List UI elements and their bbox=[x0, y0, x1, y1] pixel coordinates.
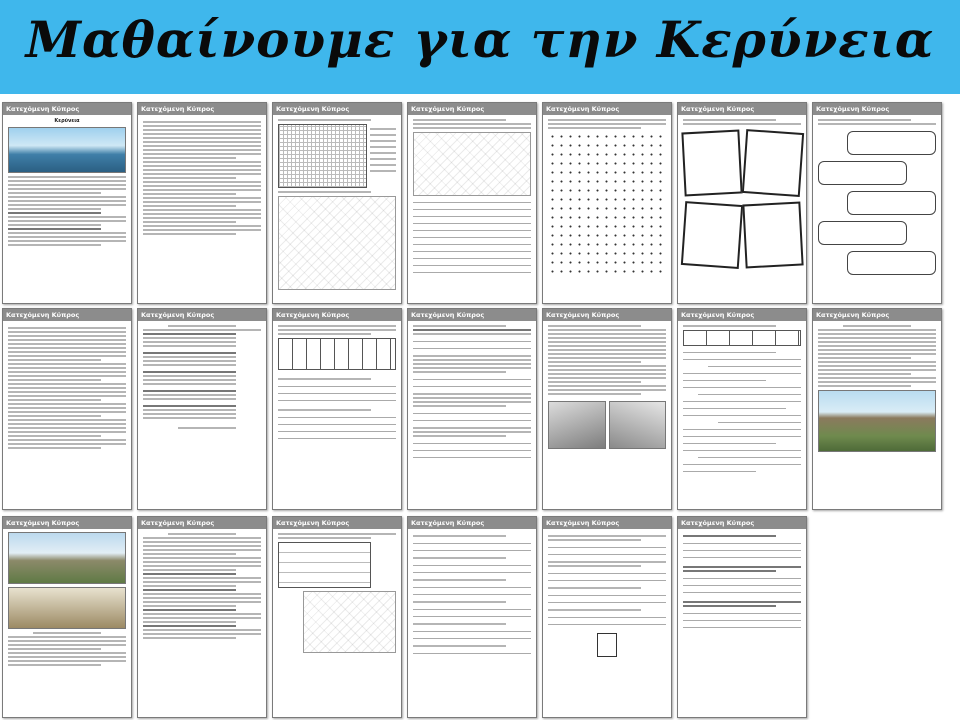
worksheet-page-12[interactable] bbox=[542, 308, 672, 510]
worksheet-header: Κατεχόμενη Κύπρος bbox=[543, 309, 671, 321]
worksheet-header: Κατεχόμενη Κύπρος bbox=[678, 309, 806, 321]
worksheet-page-10[interactable] bbox=[272, 308, 402, 510]
harbour-drawing bbox=[413, 132, 531, 196]
picture-frame bbox=[741, 129, 803, 197]
worksheet-header: Κατεχόμενη Κύπρος bbox=[408, 517, 536, 529]
harbour-photo bbox=[8, 127, 126, 173]
worksheet-page-9[interactable] bbox=[137, 308, 267, 510]
picture-frame bbox=[742, 202, 803, 269]
abbey-photo bbox=[8, 532, 126, 584]
title-banner bbox=[0, 0, 960, 94]
answer-bubble bbox=[847, 131, 936, 155]
worksheet-page-4[interactable] bbox=[407, 102, 537, 304]
worksheet-page-19[interactable] bbox=[542, 516, 672, 718]
word-search-grid bbox=[278, 124, 367, 188]
worksheet-page-3[interactable] bbox=[272, 102, 402, 304]
worksheet-header: Κατεχόμενη Κύπρος bbox=[408, 309, 536, 321]
worksheet-page-7[interactable] bbox=[812, 102, 942, 304]
picture-frame bbox=[681, 201, 743, 269]
worksheet-page-14[interactable] bbox=[812, 308, 942, 510]
worksheet-page-16[interactable] bbox=[137, 516, 267, 718]
worksheet-header: Κατεχόμενη Κύπρος bbox=[138, 517, 266, 529]
worksheet-page-5[interactable] bbox=[542, 102, 672, 304]
worksheet-page-2[interactable] bbox=[137, 102, 267, 304]
worksheet-page-15[interactable] bbox=[2, 516, 132, 718]
worksheet-page-18[interactable] bbox=[407, 516, 537, 718]
worksheet-header: Κατεχόμενη Κύπρος bbox=[3, 103, 131, 115]
castle-drawing bbox=[278, 196, 396, 290]
answer-bubble bbox=[847, 191, 936, 215]
worksheet-header: Κατεχόμενη Κύπρος bbox=[813, 103, 941, 115]
worksheet-header: Κατεχόμενη Κύπρος bbox=[138, 103, 266, 115]
word-bank-table bbox=[683, 330, 801, 346]
worksheet-header: Κατεχόμενη Κύπρος bbox=[273, 103, 401, 115]
worksheet-header: Κατεχόμενη Κύπρος bbox=[138, 309, 266, 321]
worksheet-header: Κατεχόμενη Κύπρος bbox=[813, 309, 941, 321]
answer-bubble bbox=[847, 251, 936, 275]
worksheet-header: Κατεχόμενη Κύπρος bbox=[3, 517, 131, 529]
dot-to-dot-puzzle bbox=[548, 132, 666, 277]
worksheet-page-11[interactable] bbox=[407, 308, 537, 510]
worksheet-header: Κατεχόμενη Κύπρος bbox=[408, 103, 536, 115]
worksheet-page-1[interactable] bbox=[2, 102, 132, 304]
worksheet-page-20[interactable] bbox=[677, 516, 807, 718]
worksheet-header: Κατεχόμενη Κύπρος bbox=[543, 103, 671, 115]
cross-icon bbox=[597, 633, 617, 657]
worksheet-header: Κατεχόμενη Κύπρος bbox=[678, 517, 806, 529]
worksheet-header: Κατεχόμενη Κύπρος bbox=[273, 517, 401, 529]
answer-bubble bbox=[818, 161, 907, 185]
cyclamen-drawing bbox=[303, 591, 396, 653]
worksheet-page-13[interactable] bbox=[677, 308, 807, 510]
ruins-photo bbox=[8, 587, 126, 629]
worksheet-page-8[interactable] bbox=[2, 308, 132, 510]
answer-table bbox=[278, 338, 396, 370]
worksheet-header: Κατεχόμενη Κύπρος bbox=[273, 309, 401, 321]
historic-photo bbox=[609, 401, 667, 449]
worksheet-header: Κατεχόμενη Κύπρος bbox=[543, 517, 671, 529]
page-title: Μαθαίνουμε για την Κερύνεια bbox=[25, 10, 935, 69]
notepad-lines bbox=[278, 542, 371, 588]
picture-frame bbox=[681, 130, 742, 197]
worksheet-page-17[interactable] bbox=[272, 516, 402, 718]
mountain-photo bbox=[818, 390, 936, 452]
answer-bubble bbox=[818, 221, 907, 245]
worksheet-header: Κατεχόμενη Κύπρος bbox=[678, 103, 806, 115]
worksheet-grid bbox=[0, 98, 960, 720]
worksheet-title: Κερύνεια bbox=[54, 118, 80, 124]
worksheet-header: Κατεχόμενη Κύπρος bbox=[3, 309, 131, 321]
historic-photo bbox=[548, 401, 606, 449]
worksheet-page-6[interactable] bbox=[677, 102, 807, 304]
